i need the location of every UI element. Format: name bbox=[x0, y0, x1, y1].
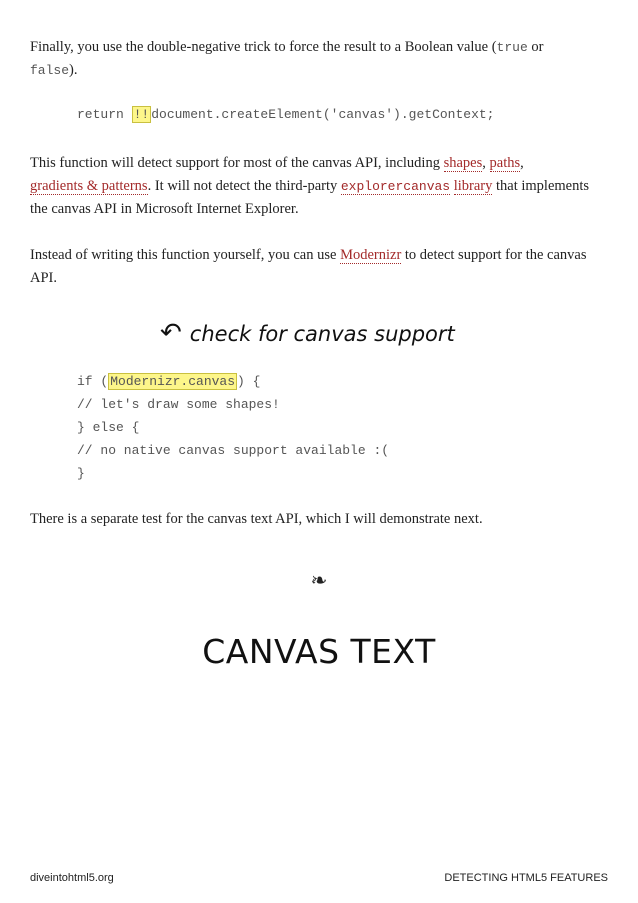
paragraph-text-api: There is a separate test for the canvas text API, which I will demonstrate next. bbox=[30, 511, 483, 527]
link-gradients-patterns[interactable]: gradients & patterns bbox=[30, 178, 148, 194]
fleuron-icon: ❧ bbox=[310, 568, 328, 592]
para2-text-1: This function will detect support for most of the canvas API, including bbox=[30, 155, 444, 171]
curved-arrow-icon: ↶ bbox=[160, 318, 182, 348]
para2-comma-2: , bbox=[520, 155, 524, 171]
paragraph-boolean bbox=[30, 36, 590, 82]
code-true: true bbox=[496, 40, 528, 55]
caption-text: check for canvas support bbox=[189, 322, 455, 346]
para3-text-1: Instead of writing this function yourself, you can use bbox=[30, 247, 341, 263]
code-return-line bbox=[77, 107, 494, 122]
code-line-5: } bbox=[77, 466, 85, 481]
code-line-1 bbox=[77, 370, 389, 393]
code-return-keyword: return bbox=[77, 107, 132, 122]
link-modernizr[interactable]: Modernizr bbox=[340, 247, 402, 263]
para1-end: ). bbox=[69, 62, 78, 78]
code-if-close: ) { bbox=[237, 374, 261, 389]
code-modernizr-block bbox=[77, 370, 389, 485]
paragraph-detection bbox=[30, 152, 590, 221]
para1-text: Finally, you use the double-negative trick to force the result to a Boolean value ( bbox=[30, 39, 497, 55]
code-false: false bbox=[30, 63, 70, 78]
code-line-3: } else { bbox=[77, 420, 140, 435]
link-paths[interactable]: paths bbox=[489, 155, 521, 171]
code-caption bbox=[160, 318, 455, 348]
para2-text-3: that implements the canvas API in Microsoft Internet Explorer. bbox=[30, 178, 590, 217]
code-return-expression: document.createElement('canvas').getContext; bbox=[151, 107, 495, 122]
code-highlight-modernizr: Modernizr.canvas bbox=[110, 374, 236, 389]
para2-text-2: . It will not detect the third-party bbox=[147, 178, 341, 194]
footer-chapter: DETECTING HTML5 FEATURES bbox=[444, 872, 608, 884]
code-highlight-double-negation: !! bbox=[133, 107, 150, 122]
para2-comma-1: , bbox=[482, 155, 490, 171]
code-line-2: // let's draw some shapes! bbox=[77, 397, 280, 412]
paragraph-modernizr bbox=[30, 244, 590, 290]
code-if: if ( bbox=[77, 374, 109, 389]
link-library[interactable]: library bbox=[453, 178, 493, 194]
link-shapes[interactable]: shapes bbox=[443, 155, 483, 171]
code-line-4: // no native canvas support available :( bbox=[77, 443, 390, 458]
para1-or: or bbox=[527, 39, 544, 55]
footer-site: diveintohtml5.org bbox=[30, 872, 114, 884]
link-explorercanvas[interactable]: explorercanvas bbox=[340, 179, 451, 194]
para3-text-2: to detect support for the canvas API. bbox=[30, 247, 587, 286]
section-title: CANVAS TEXT bbox=[202, 632, 436, 671]
